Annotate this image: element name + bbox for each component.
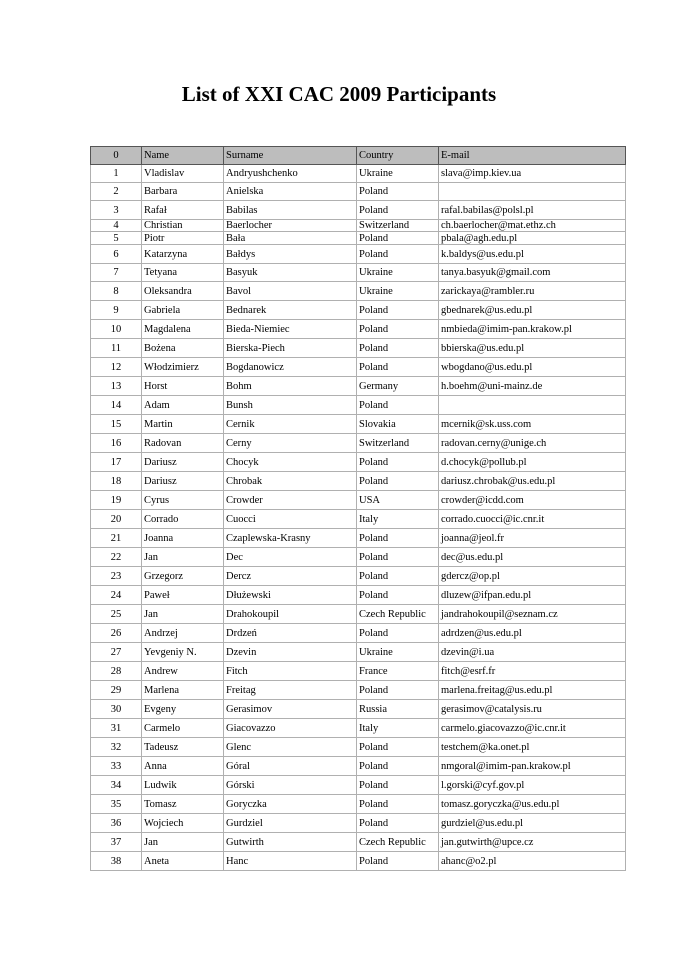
table-row [91, 320, 626, 339]
cell-number: 21 [91, 529, 142, 548]
cell-surname: Dercz [224, 567, 357, 586]
cell-name: Christian [142, 220, 224, 232]
cell-name: Katarzyna [142, 245, 224, 264]
cell-name: Cyrus [142, 491, 224, 510]
cell-email: gbednarek@us.edu.pl [439, 301, 626, 320]
cell-name: Gabriela [142, 301, 224, 320]
cell-email: mcernik@sk.uss.com [439, 415, 626, 434]
cell-name: Andrzej [142, 624, 224, 643]
cell-email: l.gorski@cyf.gov.pl [439, 776, 626, 795]
cell-number: 26 [91, 624, 142, 643]
cell-name: Radovan [142, 434, 224, 453]
table-row [91, 339, 626, 358]
table-row [91, 358, 626, 377]
table-row [91, 643, 626, 662]
cell-number: 38 [91, 852, 142, 871]
table-row [91, 377, 626, 396]
cell-name: Włodzimierz [142, 358, 224, 377]
cell-surname: Gerasimov [224, 700, 357, 719]
table-row [91, 662, 626, 681]
cell-country: Poland [357, 548, 439, 567]
cell-email: zarickaya@rambler.ru [439, 282, 626, 301]
table-row [91, 776, 626, 795]
cell-country: Poland [357, 453, 439, 472]
cell-name: Barbara [142, 183, 224, 201]
cell-email: marlena.freitag@us.edu.pl [439, 681, 626, 700]
cell-country: Ukraine [357, 643, 439, 662]
cell-name: Ludwik [142, 776, 224, 795]
cell-email: nmbieda@imim-pan.krakow.pl [439, 320, 626, 339]
cell-country: Poland [357, 358, 439, 377]
cell-email: pbala@agh.edu.pl [439, 232, 626, 245]
cell-surname: Bogdanowicz [224, 358, 357, 377]
cell-name: Vladislav [142, 165, 224, 183]
cell-name: Evgeny [142, 700, 224, 719]
cell-name: Tomasz [142, 795, 224, 814]
cell-number: 6 [91, 245, 142, 264]
cell-country: Italy [357, 510, 439, 529]
cell-country: Poland [357, 339, 439, 358]
cell-surname: Goryczka [224, 795, 357, 814]
cell-email: crowder@icdd.com [439, 491, 626, 510]
cell-surname: Gutwirth [224, 833, 357, 852]
cell-email: bbierska@us.edu.pl [439, 339, 626, 358]
cell-number: 1 [91, 165, 142, 183]
cell-country: USA [357, 491, 439, 510]
cell-name: Carmelo [142, 719, 224, 738]
cell-email: dzevin@i.ua [439, 643, 626, 662]
cell-number: 10 [91, 320, 142, 339]
cell-number: 34 [91, 776, 142, 795]
cell-surname: Chocyk [224, 453, 357, 472]
cell-number: 7 [91, 264, 142, 282]
cell-surname: Gurdziel [224, 814, 357, 833]
cell-surname: Góral [224, 757, 357, 776]
cell-number: 25 [91, 605, 142, 624]
table-row [91, 757, 626, 776]
cell-number: 3 [91, 201, 142, 220]
cell-country: France [357, 662, 439, 681]
header-number: 0 [91, 147, 142, 165]
cell-surname: Chrobak [224, 472, 357, 491]
table-row [91, 833, 626, 852]
cell-number: 35 [91, 795, 142, 814]
cell-country: Poland [357, 795, 439, 814]
cell-country: Slovakia [357, 415, 439, 434]
cell-country: Poland [357, 757, 439, 776]
cell-name: Dariusz [142, 472, 224, 491]
table-row [91, 165, 626, 183]
table-row [91, 738, 626, 757]
cell-email: tanya.basyuk@gmail.com [439, 264, 626, 282]
cell-number: 27 [91, 643, 142, 662]
cell-surname: Andryushchenko [224, 165, 357, 183]
table-row [91, 472, 626, 491]
participants-table [90, 146, 626, 871]
cell-name: Piotr [142, 232, 224, 245]
cell-country: Poland [357, 232, 439, 245]
cell-country: Russia [357, 700, 439, 719]
cell-email: testchem@ka.onet.pl [439, 738, 626, 757]
cell-surname: Bavol [224, 282, 357, 301]
cell-number: 14 [91, 396, 142, 415]
cell-name: Dariusz [142, 453, 224, 472]
cell-surname: Bała [224, 232, 357, 245]
cell-email: rafal.babilas@polsl.pl [439, 201, 626, 220]
cell-country: Italy [357, 719, 439, 738]
cell-number: 9 [91, 301, 142, 320]
cell-number: 18 [91, 472, 142, 491]
cell-country: Ukraine [357, 264, 439, 282]
cell-country: Poland [357, 586, 439, 605]
cell-surname: Bierska-Piech [224, 339, 357, 358]
cell-number: 8 [91, 282, 142, 301]
table-row [91, 245, 626, 264]
cell-surname: Górski [224, 776, 357, 795]
cell-email: ch.baerlocher@mat.ethz.ch [439, 220, 626, 232]
header-name: Name [142, 147, 224, 165]
cell-country: Ukraine [357, 282, 439, 301]
cell-name: Corrado [142, 510, 224, 529]
cell-surname: Drdzeń [224, 624, 357, 643]
cell-email: radovan.cerny@unige.ch [439, 434, 626, 453]
cell-surname: Bałdys [224, 245, 357, 264]
cell-name: Jan [142, 548, 224, 567]
cell-country: Ukraine [357, 165, 439, 183]
cell-surname: Drahokoupil [224, 605, 357, 624]
cell-name: Magdalena [142, 320, 224, 339]
cell-country: Poland [357, 776, 439, 795]
cell-name: Joanna [142, 529, 224, 548]
table-row [91, 301, 626, 320]
cell-number: 16 [91, 434, 142, 453]
cell-surname: Dłużewski [224, 586, 357, 605]
cell-country: Poland [357, 183, 439, 201]
cell-name: Paweł [142, 586, 224, 605]
cell-email: slava@imp.kiev.ua [439, 165, 626, 183]
cell-surname: Hanc [224, 852, 357, 871]
cell-number: 22 [91, 548, 142, 567]
cell-country: Poland [357, 852, 439, 871]
table-row [91, 183, 626, 201]
cell-email: gurdziel@us.edu.pl [439, 814, 626, 833]
cell-email: gerasimov@catalysis.ru [439, 700, 626, 719]
header-surname: Surname [224, 147, 357, 165]
cell-country: Poland [357, 396, 439, 415]
table-row [91, 282, 626, 301]
cell-email: h.boehm@uni-mainz.de [439, 377, 626, 396]
table-row [91, 396, 626, 415]
table-row [91, 415, 626, 434]
cell-surname: Cernik [224, 415, 357, 434]
cell-country: Czech Republic [357, 605, 439, 624]
cell-surname: Dzevin [224, 643, 357, 662]
cell-name: Oleksandra [142, 282, 224, 301]
cell-surname: Dec [224, 548, 357, 567]
cell-name: Tadeusz [142, 738, 224, 757]
table-row [91, 232, 626, 245]
cell-number: 31 [91, 719, 142, 738]
cell-country: Poland [357, 245, 439, 264]
table-row [91, 529, 626, 548]
cell-email: nmgoral@imim-pan.krakow.pl [439, 757, 626, 776]
cell-email: dluzew@ifpan.edu.pl [439, 586, 626, 605]
table-row [91, 491, 626, 510]
cell-email: gdercz@op.pl [439, 567, 626, 586]
cell-number: 36 [91, 814, 142, 833]
cell-surname: Fitch [224, 662, 357, 681]
cell-email: carmelo.giacovazzo@ic.cnr.it [439, 719, 626, 738]
page-title: List of XXI CAC 2009 Participants [181, 82, 497, 106]
cell-email: dariusz.chrobak@us.edu.pl [439, 472, 626, 491]
cell-name: Jan [142, 833, 224, 852]
cell-number: 37 [91, 833, 142, 852]
table-row [91, 567, 626, 586]
cell-number: 11 [91, 339, 142, 358]
cell-email: k.baldys@us.edu.pl [439, 245, 626, 264]
cell-country: Switzerland [357, 434, 439, 453]
cell-country: Poland [357, 624, 439, 643]
cell-name: Tetyana [142, 264, 224, 282]
cell-country: Poland [357, 201, 439, 220]
cell-number: 24 [91, 586, 142, 605]
cell-surname: Cerny [224, 434, 357, 453]
cell-country: Poland [357, 681, 439, 700]
cell-number: 32 [91, 738, 142, 757]
cell-email: jandrahokoupil@seznam.cz [439, 605, 626, 624]
table-row [91, 434, 626, 453]
cell-surname: Freitag [224, 681, 357, 700]
cell-number: 20 [91, 510, 142, 529]
cell-country: Germany [357, 377, 439, 396]
cell-country: Poland [357, 301, 439, 320]
cell-surname: Cuocci [224, 510, 357, 529]
cell-email: d.chocyk@pollub.pl [439, 453, 626, 472]
table-row [91, 814, 626, 833]
cell-surname: Crowder [224, 491, 357, 510]
table-row [91, 700, 626, 719]
cell-name: Anna [142, 757, 224, 776]
cell-number: 33 [91, 757, 142, 776]
cell-country: Poland [357, 320, 439, 339]
cell-name: Jan [142, 605, 224, 624]
cell-number: 30 [91, 700, 142, 719]
cell-country: Czech Republic [357, 833, 439, 852]
cell-email [439, 183, 626, 201]
cell-surname: Glenc [224, 738, 357, 757]
cell-number: 19 [91, 491, 142, 510]
cell-name: Aneta [142, 852, 224, 871]
cell-country: Poland [357, 814, 439, 833]
cell-email: jan.gutwirth@upce.cz [439, 833, 626, 852]
table-row [91, 852, 626, 871]
cell-country: Switzerland [357, 220, 439, 232]
cell-surname: Bohm [224, 377, 357, 396]
cell-number: 23 [91, 567, 142, 586]
cell-name: Andrew [142, 662, 224, 681]
cell-surname: Anielska [224, 183, 357, 201]
cell-number: 29 [91, 681, 142, 700]
cell-number: 28 [91, 662, 142, 681]
cell-surname: Babilas [224, 201, 357, 220]
cell-name: Marlena [142, 681, 224, 700]
cell-number: 2 [91, 183, 142, 201]
cell-name: Wojciech [142, 814, 224, 833]
cell-name: Adam [142, 396, 224, 415]
cell-number: 5 [91, 232, 142, 245]
table-row [91, 264, 626, 282]
cell-email: dec@us.edu.pl [439, 548, 626, 567]
cell-name: Martin [142, 415, 224, 434]
cell-number: 4 [91, 220, 142, 232]
table-row [91, 453, 626, 472]
cell-surname: Bieda-Niemiec [224, 320, 357, 339]
cell-number: 12 [91, 358, 142, 377]
cell-name: Yevgeniy N. [142, 643, 224, 662]
cell-surname: Czaplewska-Krasny [224, 529, 357, 548]
cell-number: 15 [91, 415, 142, 434]
table-row [91, 795, 626, 814]
cell-email: corrado.cuocci@ic.cnr.it [439, 510, 626, 529]
cell-surname: Basyuk [224, 264, 357, 282]
table-row [91, 548, 626, 567]
cell-email: adrdzen@us.edu.pl [439, 624, 626, 643]
cell-name: Grzegorz [142, 567, 224, 586]
cell-country: Poland [357, 529, 439, 548]
cell-name: Rafał [142, 201, 224, 220]
cell-surname: Baerlocher [224, 220, 357, 232]
table-row [91, 510, 626, 529]
table-row [91, 681, 626, 700]
cell-email: joanna@jeol.fr [439, 529, 626, 548]
table-row [91, 605, 626, 624]
cell-surname: Giacovazzo [224, 719, 357, 738]
table-row [91, 719, 626, 738]
table-header-row [91, 147, 626, 165]
table-row [91, 220, 626, 232]
table-row [91, 586, 626, 605]
cell-email: wbogdano@us.edu.pl [439, 358, 626, 377]
table-row [91, 624, 626, 643]
cell-number: 13 [91, 377, 142, 396]
cell-number: 17 [91, 453, 142, 472]
cell-email: fitch@esrf.fr [439, 662, 626, 681]
table-row [91, 201, 626, 220]
cell-email [439, 396, 626, 415]
cell-country: Poland [357, 567, 439, 586]
header-email: E-mail [439, 147, 626, 165]
cell-email: tomasz.goryczka@us.edu.pl [439, 795, 626, 814]
cell-email: ahanc@o2.pl [439, 852, 626, 871]
cell-name: Bożena [142, 339, 224, 358]
header-country: Country [357, 147, 439, 165]
cell-name: Horst [142, 377, 224, 396]
cell-country: Poland [357, 738, 439, 757]
cell-surname: Bednarek [224, 301, 357, 320]
cell-country: Poland [357, 472, 439, 491]
cell-surname: Bunsh [224, 396, 357, 415]
